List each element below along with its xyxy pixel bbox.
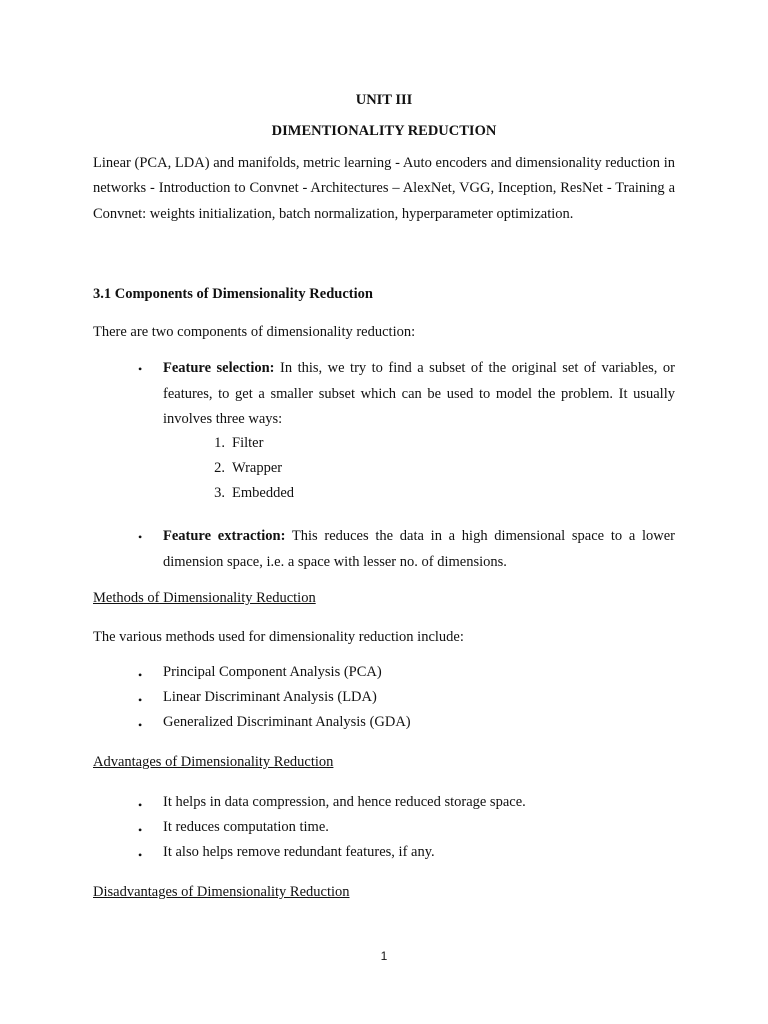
components-intro: There are two components of dimensionality reduction: xyxy=(93,324,416,340)
methods-intro: The various methods used for dimensionality reduction include: xyxy=(93,629,464,645)
feature-extraction-text: This reduces the data in a high dimensional space to a lower dimension space, i.e. a space with lesser no. of dimensions. xyxy=(163,528,675,570)
methods-item: Linear Discriminant Analysis (LDA) xyxy=(163,689,377,705)
feature-selection-paragraph xyxy=(163,356,675,433)
disadvantages-heading: Disadvantages of Dimensionality Reduction xyxy=(93,884,350,900)
intro-paragraph: Linear (PCA, LDA) and manifolds, metric learning - Auto encoders and dimensionality reduction in networks - Introduction to Convnet - Architectures – AlexNet, VGG, Inception, ResNet - Training a Convnet: weights initialization, batch normalization, hyperparameter optimization. xyxy=(93,155,675,222)
bullet-icon: • xyxy=(138,362,143,376)
bullet-icon: • xyxy=(138,798,143,812)
page-title: DIMENTIONALITY REDUCTION xyxy=(271,123,497,139)
list-text: Filter xyxy=(232,435,264,451)
list-text: Wrapper xyxy=(232,460,283,476)
unit-title: UNIT III xyxy=(355,92,413,108)
list-text: Embedded xyxy=(232,485,295,501)
feature-selection-text: In this, we try to find a subset of the original set of variables, or features, to get a smaller subset which can be used to model the problem. It usually involves three ways: xyxy=(163,360,675,427)
list-number: 2. xyxy=(214,460,225,476)
feature-selection-label: Feature selection: xyxy=(163,360,275,376)
bullet-icon: • xyxy=(138,823,143,837)
advantages-heading: Advantages of Dimensionality Reduction xyxy=(93,754,334,770)
list-number: 3. xyxy=(214,485,225,501)
advantages-item: It also helps remove redundant features, if any. xyxy=(163,844,435,860)
methods-item: Principal Component Analysis (PCA) xyxy=(163,664,382,680)
advantages-item: It helps in data compression, and hence reduced storage space. xyxy=(163,794,526,810)
bullet-icon: • xyxy=(138,848,143,862)
bullet-icon: • xyxy=(138,693,143,707)
bullet-icon: • xyxy=(138,718,143,732)
list-number: 1. xyxy=(214,435,225,451)
bullet-icon: • xyxy=(138,530,143,544)
bullet-icon: • xyxy=(138,668,143,682)
feature-extraction-label: Feature extraction: xyxy=(163,528,286,544)
feature-extraction-paragraph xyxy=(163,524,675,575)
methods-heading: Methods of Dimensionality Reduction xyxy=(93,590,316,606)
methods-item: Generalized Discriminant Analysis (GDA) xyxy=(163,714,411,730)
section-heading: 3.1 Components of Dimensionality Reduction xyxy=(93,286,373,302)
advantages-item: It reduces computation time. xyxy=(163,819,329,835)
page-number: 1 xyxy=(380,949,388,963)
